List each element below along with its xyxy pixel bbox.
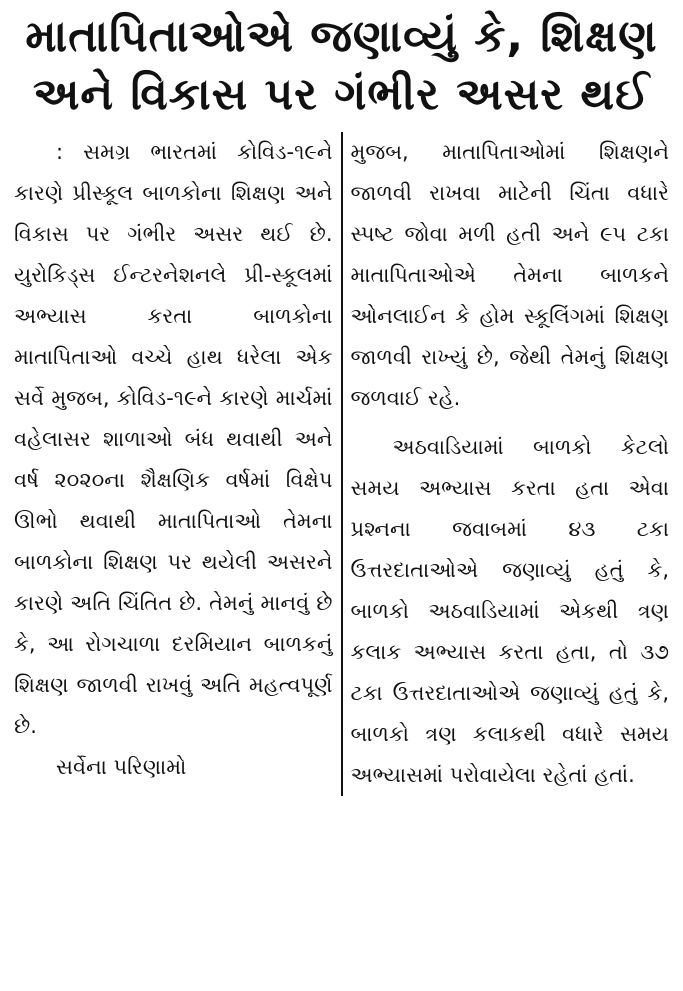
headline-line-2: અને વિકાસ પર ગંભીર અસર થઈ xyxy=(32,69,651,120)
headline xyxy=(14,8,669,124)
article-columns xyxy=(14,132,669,796)
column-right xyxy=(341,132,670,796)
paragraph: : સમગ્ર ભારતમાં કોવિડ-૧૯ને કારણે પ્રીસ્કૂલ બાળકોના શિક્ષણ અને વિકાસ પર ગંભીર અસર થઈ છે. યુરોકિડ્સ ઈન્ટરનેશનલે પ્રી-સ્કૂલમાં અભ્યાસ કરતા બાળકોના માતાપિતાઓ વચ્ચે હાથ ધરેલા એક સર્વે મુજબ, કોવિડ-૧૯ને કારણે માર્ચમાં વહેલાસર શાળાઓ બંધ થવાથી અને વર્ષ ૨૦૨૦ના શૈક્ષણિક વર્ષમાં વિક્ષેપ ઊભો થવાથી માતાપિતાઓ તેમના બાળકોના શિક્ષણ પર થયેલી અસરને કારણે અતિ ચિંતિત છે. તેમનું માનવું છે કે, આ રોગચાળા દરમિયાન બાળકનું શિક્ષણ જાળવી રાખવું અતિ મહત્વપૂર્ણ છે. xyxy=(14,140,333,738)
column-left xyxy=(14,132,341,796)
headline-line-1: માતાપિતાઓએ જણાવ્યું કે, શિક્ષણ xyxy=(25,11,658,62)
paragraph: સર્વેના પરિણામો xyxy=(56,755,187,779)
paragraph: અઠવાડિયામાં બાળકો કેટલો સમય અભ્યાસ કરતા હતા એવા પ્રશ્નના જવાબમાં ૪૩ ટકા ઉત્તરદાતાઓએ જણાવ્યું હતું કે, બાળકો અઠવાડિયામાં એકથી ત્રણ કલાક અભ્યાસ કરતા હતા, તો ૩૭ ટકા ઉત્તરદાતાઓએ જણાવ્યું હતું કે, બાળકો ત્રણ કલાકથી વધારે સમય અભ્યાસમાં પરોવાયેલા રહેતાં હતાં. xyxy=(350,435,669,787)
paragraph: મુજબ, માતાપિતાઓમાં શિક્ષણને જાળવી રાખવા માટેની ચિંતા વધારે સ્પષ્ટ જોવા મળી હતી અને ૯૫ ટકા માતાપિતાઓએ તેમના બાળકને ઓનલાઈન કે હોમ સ્કૂલિંગમાં શિક્ષણ જાળવી રાખ્યું છે, જેથી તેમનું શિક્ષણ જળવાઈ રહે. xyxy=(350,140,669,410)
